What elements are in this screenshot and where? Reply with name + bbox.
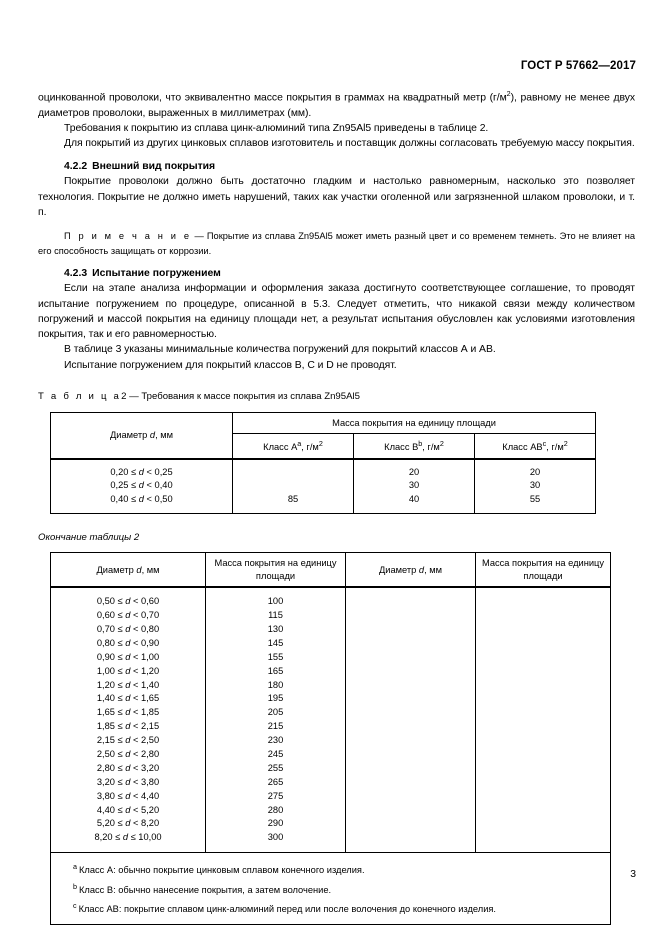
- table-cell-value: [476, 595, 610, 609]
- table-cell-value: [476, 817, 610, 831]
- table-cell-value: 2,50 ≤ d < 2,80: [96, 749, 160, 759]
- table-cell-value: 180: [267, 679, 284, 690]
- table2cont-col4-cell: [476, 587, 611, 853]
- table-cell-value: [346, 623, 475, 637]
- footnote-text: Класс А: обычно покрытие цинковым сплавом конечного изделия.: [79, 865, 365, 876]
- superscript-two: 2: [506, 89, 511, 98]
- table-cell-value: 20: [529, 466, 541, 477]
- footnote-marker: b: [73, 881, 77, 891]
- table-cell-value: 255: [267, 762, 284, 773]
- table-cell-value: 30: [408, 480, 420, 491]
- section-title-4-2-2: Внешний вид покрытия: [92, 161, 216, 173]
- table-cell-value: 55: [529, 493, 541, 504]
- table-cell-value: [346, 804, 475, 818]
- paragraph-dip-test-exclusions: Испытание погружением для покрытий классов В, С и D не проводят.: [64, 359, 397, 371]
- table-cell-value: [476, 637, 610, 651]
- table-cell-value: [346, 679, 475, 693]
- table2cont-col3-label: Диаметр d, мм: [378, 564, 443, 575]
- table2cont-col3-cell: [346, 587, 476, 853]
- table-cell-value: [476, 762, 610, 776]
- table2-class-b-unit-exponent: 2: [439, 439, 444, 449]
- table-2-continuation: [50, 552, 611, 925]
- table-cell-value: [346, 692, 475, 706]
- table-cell-value: 215: [267, 721, 284, 732]
- paragraph-coating-mass-part1: оцинкованной проволоки, что эквивалентно массе покрытия в граммах на квадратный метр (г/м: [38, 92, 507, 104]
- table-cell-value: [476, 665, 610, 679]
- table-cell-value: [476, 748, 610, 762]
- footnote-marker: c: [73, 901, 77, 911]
- table-cell-value: 2,80 ≤ d < 3,20: [96, 762, 160, 773]
- table-cell-value: 115: [268, 610, 283, 621]
- table-cell-value: 8,20 ≤ d ≤ 10,00: [94, 832, 162, 843]
- table2-class-ab-text: Класс АВ: [502, 442, 543, 453]
- page-number: 3: [630, 869, 636, 880]
- table-cell-value: 30: [529, 480, 541, 491]
- table2-diameter-cell: [51, 459, 233, 514]
- table-cell-value: [476, 720, 610, 734]
- table-cell-value: 300: [267, 832, 284, 843]
- table2-caption: [38, 373, 635, 412]
- table-cell-value: [346, 706, 475, 720]
- table-cell-value: [346, 720, 475, 734]
- table2-class-ab-footnote-marker: c: [542, 439, 547, 449]
- table2cont-col1-label: Диаметр d, мм: [96, 564, 160, 575]
- table2-class-ab-values: [475, 460, 595, 514]
- table-cell-value: 0,40 ≤ d < 0,50: [110, 493, 173, 504]
- table-cell-value: [476, 609, 610, 623]
- note-zn95al5-color: [38, 220, 635, 258]
- table2-class-ab-cell: [475, 459, 596, 514]
- table-cell-value: [476, 776, 610, 790]
- table2cont-header-row: [51, 553, 611, 587]
- table-cell-value: 230: [267, 735, 284, 746]
- section-heading-4-2-3: [38, 258, 635, 281]
- table2-caption-number: 2: [121, 390, 127, 402]
- table2cont-footnotes-row: [51, 853, 611, 925]
- table-cell-value: 5,20 ≤ d < 8,20: [96, 818, 160, 829]
- table2-class-b-footnote-marker: b: [418, 439, 423, 449]
- table2cont-col1-values: [51, 588, 205, 852]
- table-cell-value: 1,00 ≤ d < 1,20: [96, 665, 160, 676]
- table-cell-value: [476, 734, 610, 748]
- table-cell-value: 130: [267, 623, 284, 634]
- table2-class-a-footnote-marker: a: [297, 439, 302, 449]
- note-body-text: — Покрытие из сплава Zn95Al5 может иметь разный цвет и со временем темнеть. Это не влияет на его способность защищать от коррозии.: [38, 231, 636, 256]
- table2cont-col2-values: [206, 588, 345, 852]
- table-cell-value: 3,20 ≤ d < 3,80: [96, 776, 160, 787]
- table2-class-ab-unit: , г/м: [546, 442, 564, 453]
- table-cell-value: [346, 637, 475, 651]
- table2cont-col1-header: [51, 553, 206, 587]
- table-cell-value: 0,80 ≤ d < 0,90: [96, 637, 160, 648]
- paragraph-zn95al5-requirements: Требования к покрытию из сплава цинк-алюминий типа Zn95Al5 приведены в таблице 2.: [64, 122, 489, 134]
- section-number-4-2-3: 4.2.3: [64, 268, 88, 280]
- paragraph-table3-reference: В таблице 3 указаны минимальные количества погружений для покрытий классов А и АВ.: [64, 344, 496, 356]
- table-cell-value: [346, 595, 475, 609]
- running-header-standard-number: ГОСТ Р 57662—2017: [520, 60, 636, 72]
- table2-class-a-unit: , г/м: [301, 442, 319, 453]
- table2-group-mass-header: Масса покрытия на единицу площади: [233, 412, 596, 433]
- section-number-4-2-2: 4.2.2: [64, 161, 88, 173]
- table-cell-value: [346, 734, 475, 748]
- table2-class-b-values: [354, 460, 474, 514]
- table-cell-value: 265: [267, 776, 284, 787]
- table-cell-value: 4,40 ≤ d < 5,20: [96, 804, 160, 815]
- table2-class-b-cell: [354, 459, 475, 514]
- table-cell-value: [476, 651, 610, 665]
- table-cell-value: [346, 651, 475, 665]
- table2cont-data-block: [51, 587, 611, 853]
- table-cell-value: 100: [267, 596, 284, 607]
- table2-class-a-unit-exponent: 2: [318, 439, 323, 449]
- table-cell-value: 40: [408, 493, 420, 504]
- table2-continuation-caption: Окончание таблицы 2: [38, 532, 140, 544]
- table-cell-value: [233, 466, 353, 480]
- table-cell-value: 195: [267, 693, 284, 704]
- table-cell-value: 0,50 ≤ d < 0,60: [96, 596, 160, 607]
- table-2-coating-mass-requirements: [50, 412, 596, 515]
- table-cell-value: [476, 679, 610, 693]
- table2-data-block: [51, 459, 596, 514]
- section-heading-4-2-2: [38, 151, 635, 174]
- table-cell-value: 165: [267, 665, 284, 676]
- table2-col-class-ab-header: [475, 434, 596, 459]
- table-cell-value: 0,60 ≤ d < 0,70: [96, 610, 160, 621]
- table-cell-value: [346, 748, 475, 762]
- footnote-text: Класс АВ: покрытие сплавом цинк-алюминий перед или после волочения до конечного изделия.: [78, 904, 497, 915]
- table2-class-b-unit: , г/м: [422, 442, 440, 453]
- table-cell-value: 0,70 ≤ d < 0,80: [96, 623, 160, 634]
- table-cell-value: 1,40 ≤ d < 1,65: [96, 693, 160, 704]
- table2cont-col3-header: [346, 553, 476, 587]
- table-cell-value: 20: [408, 466, 420, 477]
- table-cell-value: 205: [267, 707, 284, 718]
- table-cell-value: [346, 831, 475, 845]
- table-cell-value: [476, 706, 610, 720]
- table2-class-b-text: Класс В: [384, 442, 419, 453]
- paragraph-other-alloys: Для покрытий из других цинковых сплавов изготовитель и поставщик должны согласовать требуемую массу покрытия.: [64, 138, 635, 150]
- table-cell-value: [346, 609, 475, 623]
- footnote-text: Класс В: обычно нанесение покрытия, а затем волочение.: [79, 884, 332, 895]
- table-cell-value: [346, 762, 475, 776]
- paragraph-coating-mass: [38, 86, 635, 121]
- paragraph-dip-test-agreement: Если на этапе анализа информации и оформления заказа достигнуто соответствующее соглашение, то проводят испытание погружением по процедуре, описанной в 5.3. Следует отметить, что никакой связи между количеством погружений и массой покрытия на единицу площади нет, а результат испытания обусловлен как условиями изготовления покрытия, так и его равномерностью.: [38, 283, 635, 341]
- table-cell-value: [476, 692, 610, 706]
- table-cell-value: 2,15 ≤ d < 2,50: [96, 735, 160, 746]
- table2cont-col1-cell: [51, 587, 206, 853]
- table-cell-value: [476, 790, 610, 804]
- table-cell-value: [476, 831, 610, 845]
- table-cell-value: 0,25 ≤ d < 0,40: [110, 480, 173, 491]
- table2-col-diameter-label: Диаметр d, мм: [109, 429, 174, 440]
- table2cont-col4-values: [476, 588, 610, 852]
- table2-caption-label: Т а б л и ц а: [38, 390, 122, 402]
- table-cell-value: [346, 776, 475, 790]
- table-cell-value: 0,90 ≤ d < 1,00: [96, 651, 160, 662]
- table2-class-ab-unit-exponent: 2: [563, 439, 568, 449]
- table-cell-value: [346, 817, 475, 831]
- footnote-marker: a: [73, 862, 77, 872]
- section-title-4-2-3: Испытание погружением: [92, 268, 221, 280]
- table-cell-value: [476, 623, 610, 637]
- table2-col-diameter-header: [51, 412, 233, 458]
- table2cont-col2-cell: [206, 587, 346, 853]
- note-label: П р и м е ч а н и е: [64, 231, 192, 242]
- table-cell-value: [346, 790, 475, 804]
- table2-diameter-values: [51, 460, 232, 514]
- table-cell-value: 290: [267, 818, 284, 829]
- table-cell-value: 1,65 ≤ d < 1,85: [96, 707, 160, 718]
- table-cell-value: 85: [287, 493, 299, 504]
- table2-class-a-text: Класс А: [263, 442, 298, 453]
- table2cont-col3-values: [346, 588, 475, 852]
- page-content: [38, 86, 635, 925]
- table-cell-value: [346, 665, 475, 679]
- table-cell-value: [233, 479, 353, 493]
- table2-class-a-values: [233, 460, 353, 514]
- table-cell-value: 245: [267, 749, 284, 759]
- table2cont-col4-header: Масса покрытия на единицу площади: [476, 553, 611, 587]
- table-cell-value: [476, 804, 610, 818]
- table2cont-col2-header: Масса покрытия на единицу площади: [206, 553, 346, 587]
- table-cell-value: 280: [267, 804, 284, 815]
- paragraph-coating-mass-part2: ), равному не менее двух диаметров проволоки, выраженных в миллиметрах (мм).: [38, 92, 635, 119]
- table-cell-value: 1,85 ≤ d < 2,15: [96, 721, 160, 732]
- table2-col-class-a-header: [233, 434, 354, 459]
- table-footnote: [73, 879, 610, 899]
- table2-col-class-b-header: [354, 434, 475, 459]
- paragraph-coating-appearance: Покрытие проволоки должно быть достаточно гладким и настолько равномерным, насколько это позволяет технология. Покрытие не должно иметь нарушений, таких как участки оголенной или загрязненной шлаком проволоки, и т. п.: [38, 176, 635, 218]
- table2-header-row-1: [51, 412, 596, 433]
- table-footnote: [73, 898, 610, 918]
- table2-caption-text: — Требования к массе покрытия из сплава Zn95Al5: [126, 390, 360, 402]
- table-cell-value: 275: [267, 790, 284, 801]
- table2cont-footnotes: [51, 853, 611, 925]
- table-cell-value: 145: [267, 637, 284, 648]
- table-cell-value: 155: [267, 651, 284, 662]
- table-cell-value: 0,20 ≤ d < 0,25: [110, 466, 173, 477]
- table-cell-value: 1,20 ≤ d < 1,40: [96, 679, 160, 690]
- table-footnote: [73, 859, 610, 879]
- table2-class-a-cell: [233, 459, 354, 514]
- table-cell-value: 3,80 ≤ d < 4,40: [96, 790, 160, 801]
